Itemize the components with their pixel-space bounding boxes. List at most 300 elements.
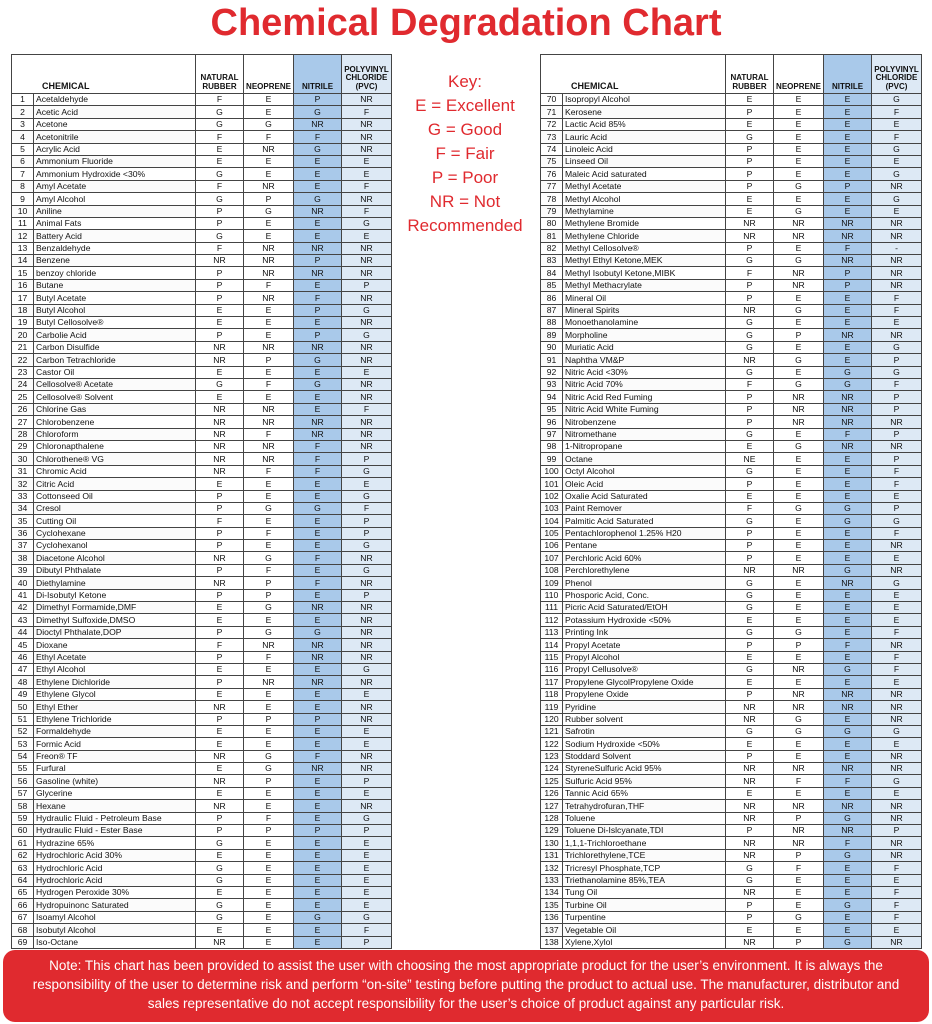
rating-nitrile: E (824, 589, 872, 601)
chemical-number: 98 (541, 440, 563, 452)
chemical-number: 97 (541, 428, 563, 440)
chemical-number: 1 (12, 94, 34, 106)
rating-pvc: NR (342, 651, 392, 663)
chemical-number: 40 (12, 577, 34, 589)
chemical-name: Isopropyl Alcohol (563, 94, 726, 106)
rating-natural-rubber: NR (196, 775, 244, 787)
chemical-number: 48 (12, 676, 34, 688)
chemical-number: 21 (12, 341, 34, 353)
chemical-number: 59 (12, 812, 34, 824)
chemical-name: Methylamine (563, 205, 726, 217)
rating-nitrile: E (294, 217, 342, 229)
rating-pvc: F (872, 663, 922, 675)
rating-neoprene: E (774, 540, 824, 552)
rating-nitrile: E (824, 874, 872, 886)
rating-natural-rubber: P (726, 825, 774, 837)
table-row (12, 168, 392, 180)
rating-nitrile: NR (294, 341, 342, 353)
rating-pvc: G (872, 94, 922, 106)
chemical-number: 137 (541, 924, 563, 936)
rating-pvc: E (342, 168, 392, 180)
chemical-name: Nitric Acid <30% (563, 366, 726, 378)
rating-nitrile: E (824, 205, 872, 217)
chemical-number: 111 (541, 602, 563, 614)
rating-neoprene: NR (774, 403, 824, 415)
table-row (541, 626, 922, 638)
chemical-number: 47 (12, 663, 34, 675)
table-row (541, 279, 922, 291)
rating-natural-rubber: P (726, 552, 774, 564)
chemical-name: Dioctyl Phthalate,DOP (34, 626, 196, 638)
rating-nitrile: NR (824, 577, 872, 589)
chemical-number: 71 (541, 106, 563, 118)
rating-pvc: NR (872, 564, 922, 576)
chemical-number: 78 (541, 193, 563, 205)
chemical-number: 29 (12, 440, 34, 452)
rating-neoprene: G (244, 552, 294, 564)
chemical-number: 134 (541, 887, 563, 899)
table-row (541, 725, 922, 737)
rating-natural-rubber: E (726, 787, 774, 799)
rating-pvc: NR (342, 750, 392, 762)
chemical-number: 128 (541, 812, 563, 824)
rating-pvc: NR (342, 428, 392, 440)
rating-natural-rubber: E (196, 738, 244, 750)
rating-neoprene: NR (774, 701, 824, 713)
rating-nitrile: E (294, 924, 342, 936)
rating-natural-rubber: NR (196, 416, 244, 428)
rating-pvc: P (872, 403, 922, 415)
rating-neoprene: E (244, 490, 294, 502)
rating-pvc: E (342, 837, 392, 849)
chemical-name: Hydrogen Peroxide 30% (34, 887, 196, 899)
chemical-number: 115 (541, 651, 563, 663)
rating-pvc: G (342, 490, 392, 502)
rating-nitrile: E (824, 602, 872, 614)
rating-nitrile: NR (294, 416, 342, 428)
rating-nitrile: G (824, 849, 872, 861)
rating-pvc: E (872, 738, 922, 750)
chemical-name: Propyl Acetate (563, 639, 726, 651)
chemical-number: 132 (541, 862, 563, 874)
rating-nitrile: E (294, 589, 342, 601)
rating-pvc: G (342, 812, 392, 824)
chemical-name: Perchlorethylene (563, 564, 726, 576)
chemical-name: Ethylene Dichloride (34, 676, 196, 688)
rating-nitrile: E (824, 911, 872, 923)
rating-natural-rubber: P (196, 651, 244, 663)
rating-natural-rubber: P (196, 825, 244, 837)
rating-nitrile: E (294, 849, 342, 861)
disclaimer-note: Note: This chart has been provided to assist the user with choosing the most appropriate product for the user’s environment. It is always the responsibility of the user to determine risk and perform “on-site” testing before putting the product to actual use. The manufacturer, distributor and sales representative do not accept responsibility for the user’s choice of product against any particular risk. (3, 950, 929, 1022)
chemical-name: Cutting Oil (34, 515, 196, 527)
chemical-number: 10 (12, 205, 34, 217)
rating-pvc: NR (872, 713, 922, 725)
chemical-name: Ethyl Alcohol (34, 663, 196, 675)
rating-pvc: NR (872, 639, 922, 651)
rating-pvc: P (342, 279, 392, 291)
rating-pvc: NR (872, 763, 922, 775)
rating-nitrile: G (824, 725, 872, 737)
rating-natural-rubber: G (196, 837, 244, 849)
rating-nitrile: F (294, 440, 342, 452)
rating-neoprene: NR (244, 180, 294, 192)
rating-neoprene: NR (774, 825, 824, 837)
chemical-number: 121 (541, 725, 563, 737)
rating-natural-rubber: E (196, 317, 244, 329)
rating-natural-rubber: E (196, 143, 244, 155)
rating-nitrile: E (294, 478, 342, 490)
rating-pvc: E (872, 614, 922, 626)
rating-nitrile: NR (294, 639, 342, 651)
rating-pvc: E (872, 552, 922, 564)
rating-neoprene: E (244, 391, 294, 403)
rating-pvc: F (872, 887, 922, 899)
rating-neoprene: E (244, 911, 294, 923)
rating-neoprene: G (774, 304, 824, 316)
chemical-name: Propyl Cellusolve® (563, 663, 726, 675)
rating-natural-rubber: E (726, 118, 774, 130)
chemical-name: Hydrazine 65% (34, 837, 196, 849)
rating-natural-rubber: E (726, 651, 774, 663)
chemical-number: 39 (12, 564, 34, 576)
chemical-name: Oxalie Acid Saturated (563, 490, 726, 502)
rating-pvc: NR (872, 279, 922, 291)
rating-pvc: F (872, 106, 922, 118)
chemical-number: 60 (12, 825, 34, 837)
chemical-name: Chloroform (34, 428, 196, 440)
chemical-name: Vegetable Oil (563, 924, 726, 936)
rating-neoprene: E (774, 478, 824, 490)
rating-nitrile: E (824, 193, 872, 205)
rating-nitrile: F (824, 639, 872, 651)
rating-pvc: E (342, 688, 392, 700)
rating-nitrile: G (294, 193, 342, 205)
rating-nitrile: E (824, 738, 872, 750)
rating-nitrile: P (294, 304, 342, 316)
rating-natural-rubber: P (726, 540, 774, 552)
chemical-name: Acetone (34, 118, 196, 130)
header-nitrile: NITRILE (294, 55, 342, 94)
table-row (541, 502, 922, 514)
table-row (541, 738, 922, 750)
rating-neoprene: E (774, 242, 824, 254)
chemical-number: 56 (12, 775, 34, 787)
table-row (12, 812, 392, 824)
rating-pvc: NR (342, 552, 392, 564)
rating-natural-rubber: G (196, 193, 244, 205)
chemical-name: Di-Isobutyl Ketone (34, 589, 196, 601)
rating-natural-rubber: F (196, 94, 244, 106)
rating-nitrile: E (824, 317, 872, 329)
rating-natural-rubber: E (726, 490, 774, 502)
rating-nitrile: E (824, 94, 872, 106)
rating-neoprene: F (244, 131, 294, 143)
rating-nitrile: E (294, 490, 342, 502)
rating-natural-rubber: NR (726, 564, 774, 576)
rating-nitrile: G (294, 911, 342, 923)
rating-neoprene: E (244, 701, 294, 713)
rating-nitrile: E (294, 663, 342, 675)
rating-neoprene: NR (244, 341, 294, 353)
rating-pvc: E (872, 118, 922, 130)
degradation-table-left (11, 54, 392, 949)
chemical-number: 64 (12, 874, 34, 886)
chemical-number: 138 (541, 936, 563, 948)
rating-neoprene: NR (244, 403, 294, 415)
rating-neoprene: G (244, 502, 294, 514)
rating-neoprene: E (244, 849, 294, 861)
rating-neoprene: P (244, 825, 294, 837)
rating-nitrile: E (824, 155, 872, 167)
table-row (541, 131, 922, 143)
rating-nitrile: E (294, 787, 342, 799)
chemical-number: 44 (12, 626, 34, 638)
rating-nitrile: E (294, 155, 342, 167)
table-row (12, 602, 392, 614)
chemical-number: 75 (541, 155, 563, 167)
rating-pvc: E (872, 602, 922, 614)
rating-natural-rubber: NR (196, 800, 244, 812)
rating-nitrile: NR (824, 800, 872, 812)
rating-pvc: NR (872, 812, 922, 824)
rating-nitrile: E (294, 230, 342, 242)
rating-natural-rubber: G (726, 862, 774, 874)
chemical-name: Phenol (563, 577, 726, 589)
chemical-name: Xylene,Xylol (563, 936, 726, 948)
rating-nitrile: E (294, 540, 342, 552)
rating-natural-rubber: P (196, 564, 244, 576)
rating-natural-rubber: P (726, 391, 774, 403)
chemical-number: 101 (541, 478, 563, 490)
chemical-name: Nitric Acid Red Fuming (563, 391, 726, 403)
rating-natural-rubber: F (196, 131, 244, 143)
chemical-name: Tetrahydrofuran,THF (563, 800, 726, 812)
rating-pvc: NR (342, 391, 392, 403)
chemical-number: 92 (541, 366, 563, 378)
rating-neoprene: E (774, 453, 824, 465)
header-neoprene: NEOPRENE (774, 55, 824, 94)
chemical-number: 32 (12, 478, 34, 490)
rating-pvc: G (872, 515, 922, 527)
table-row (12, 453, 392, 465)
table-row (12, 354, 392, 366)
table-row (12, 552, 392, 564)
table-row (12, 317, 392, 329)
header-natural-rubber-line1: NATURAL (730, 73, 769, 83)
rating-neoprene: E (244, 936, 294, 948)
rating-pvc: NR (872, 800, 922, 812)
chemical-number: 95 (541, 403, 563, 415)
table-row (541, 391, 922, 403)
chemical-name: Lauric Acid (563, 131, 726, 143)
table-row (541, 862, 922, 874)
rating-pvc: NR (872, 267, 922, 279)
chemical-number: 2 (12, 106, 34, 118)
rating-nitrile: E (824, 614, 872, 626)
rating-pvc: F (342, 502, 392, 514)
table-row (12, 936, 392, 948)
rating-neoprene: E (774, 168, 824, 180)
chemical-name: Carbon Tetrachloride (34, 354, 196, 366)
chemical-name: Tannic Acid 65% (563, 787, 726, 799)
rating-neoprene: E (244, 862, 294, 874)
rating-nitrile: E (294, 317, 342, 329)
rating-natural-rubber: P (726, 292, 774, 304)
rating-neoprene: G (774, 354, 824, 366)
rating-natural-rubber: P (726, 155, 774, 167)
table-row (12, 428, 392, 440)
rating-pvc: E (342, 366, 392, 378)
chemical-number: 91 (541, 354, 563, 366)
rating-natural-rubber: P (726, 168, 774, 180)
table-header-row (12, 55, 392, 94)
chemical-number: 46 (12, 651, 34, 663)
chemical-name: Battery Acid (34, 230, 196, 242)
rating-neoprene: G (244, 602, 294, 614)
table-row (541, 440, 922, 452)
chemical-number: 99 (541, 453, 563, 465)
rating-pvc: NR (342, 143, 392, 155)
rating-natural-rubber: G (726, 874, 774, 886)
table-row (12, 131, 392, 143)
rating-pvc: E (342, 899, 392, 911)
rating-neoprene: E (244, 478, 294, 490)
rating-natural-rubber: E (196, 887, 244, 899)
header-pvc (342, 55, 392, 94)
rating-pvc: NR (342, 602, 392, 614)
rating-nitrile: E (294, 837, 342, 849)
rating-pvc: E (342, 155, 392, 167)
chemical-name: Citric Acid (34, 478, 196, 490)
chemical-name: Hydrochloric Acid (34, 862, 196, 874)
table-row (541, 589, 922, 601)
rating-nitrile: NR (294, 205, 342, 217)
table-row (12, 540, 392, 552)
header-pvc-line2: CHLORIDE (875, 73, 918, 83)
rating-nitrile: P (824, 279, 872, 291)
rating-natural-rubber: P (726, 143, 774, 155)
table-row (12, 874, 392, 886)
chemical-number: 20 (12, 329, 34, 341)
rating-neoprene: F (774, 775, 824, 787)
chemical-number: 74 (541, 143, 563, 155)
rating-nitrile: NR (824, 763, 872, 775)
chemical-name: Nitric Acid White Fuming (563, 403, 726, 415)
rating-nitrile: NR (824, 255, 872, 267)
rating-nitrile: G (824, 378, 872, 390)
rating-pvc: NR (872, 255, 922, 267)
rating-nitrile: F (824, 428, 872, 440)
rating-pvc: NR (342, 242, 392, 254)
chemical-number: 24 (12, 378, 34, 390)
rating-natural-rubber: E (726, 738, 774, 750)
chemical-name: Methyl Cellosolve® (563, 242, 726, 254)
table-row (12, 292, 392, 304)
rating-neoprene: E (244, 304, 294, 316)
rating-natural-rubber: P (726, 403, 774, 415)
rating-natural-rubber: F (196, 180, 244, 192)
rating-pvc: E (342, 862, 392, 874)
chemical-name: Amyl Alcohol (34, 193, 196, 205)
rating-neoprene: NR (244, 416, 294, 428)
chemical-name: Linseed Oil (563, 155, 726, 167)
rating-natural-rubber: NR (726, 800, 774, 812)
table-row (541, 217, 922, 229)
rating-pvc: G (872, 193, 922, 205)
chemical-name: Acetonitrile (34, 131, 196, 143)
rating-natural-rubber: P (196, 812, 244, 824)
chemical-number: 6 (12, 155, 34, 167)
key-line-poor: P = Poor (431, 168, 499, 187)
table-row (541, 713, 922, 725)
table-row (541, 837, 922, 849)
chemical-name: Cottonseed Oil (34, 490, 196, 502)
rating-nitrile: P (824, 180, 872, 192)
rating-natural-rubber: NR (726, 701, 774, 713)
table-row (12, 800, 392, 812)
rating-natural-rubber: NR (726, 775, 774, 787)
chemical-name: Maleic Acid saturated (563, 168, 726, 180)
chemical-number: 12 (12, 230, 34, 242)
table-row (12, 564, 392, 576)
chemical-number: 13 (12, 242, 34, 254)
chemical-number: 31 (12, 465, 34, 477)
table-row (541, 763, 922, 775)
rating-nitrile: E (294, 391, 342, 403)
rating-neoprene: E (774, 317, 824, 329)
chemical-number: 102 (541, 490, 563, 502)
rating-neoprene: F (244, 428, 294, 440)
rating-neoprene: E (244, 887, 294, 899)
rating-nitrile: E (824, 924, 872, 936)
rating-nitrile: E (294, 936, 342, 948)
chemical-name: Toluene Di-Islcyanate,TDI (563, 825, 726, 837)
rating-neoprene: NR (244, 267, 294, 279)
rating-neoprene: NR (774, 837, 824, 849)
rating-natural-rubber: NR (196, 465, 244, 477)
chemical-name: Benzene (34, 255, 196, 267)
rating-pvc: NR (342, 354, 392, 366)
rating-nitrile: E (824, 292, 872, 304)
rating-nitrile: E (824, 713, 872, 725)
rating-pvc: NR (342, 440, 392, 452)
table-row (541, 230, 922, 242)
rating-nitrile: E (294, 564, 342, 576)
rating-natural-rubber: NR (196, 255, 244, 267)
rating-pvc: F (872, 131, 922, 143)
rating-natural-rubber: NR (196, 936, 244, 948)
rating-nitrile: NR (824, 701, 872, 713)
rating-neoprene: NR (774, 230, 824, 242)
chemical-number: 42 (12, 602, 34, 614)
chemical-number: 9 (12, 193, 34, 205)
chemical-name: Pentane (563, 540, 726, 552)
rating-neoprene: G (244, 626, 294, 638)
chemical-number: 106 (541, 540, 563, 552)
chemical-name: Chromic Acid (34, 465, 196, 477)
rating-pvc: P (872, 428, 922, 440)
rating-nitrile: F (824, 775, 872, 787)
rating-natural-rubber: P (196, 217, 244, 229)
chemical-number: 116 (541, 663, 563, 675)
chemical-number: 123 (541, 750, 563, 762)
rating-pvc: F (342, 403, 392, 415)
table-row (12, 329, 392, 341)
table-row (541, 193, 922, 205)
table-row (12, 118, 392, 130)
chemical-name: benzoy chloride (34, 267, 196, 279)
